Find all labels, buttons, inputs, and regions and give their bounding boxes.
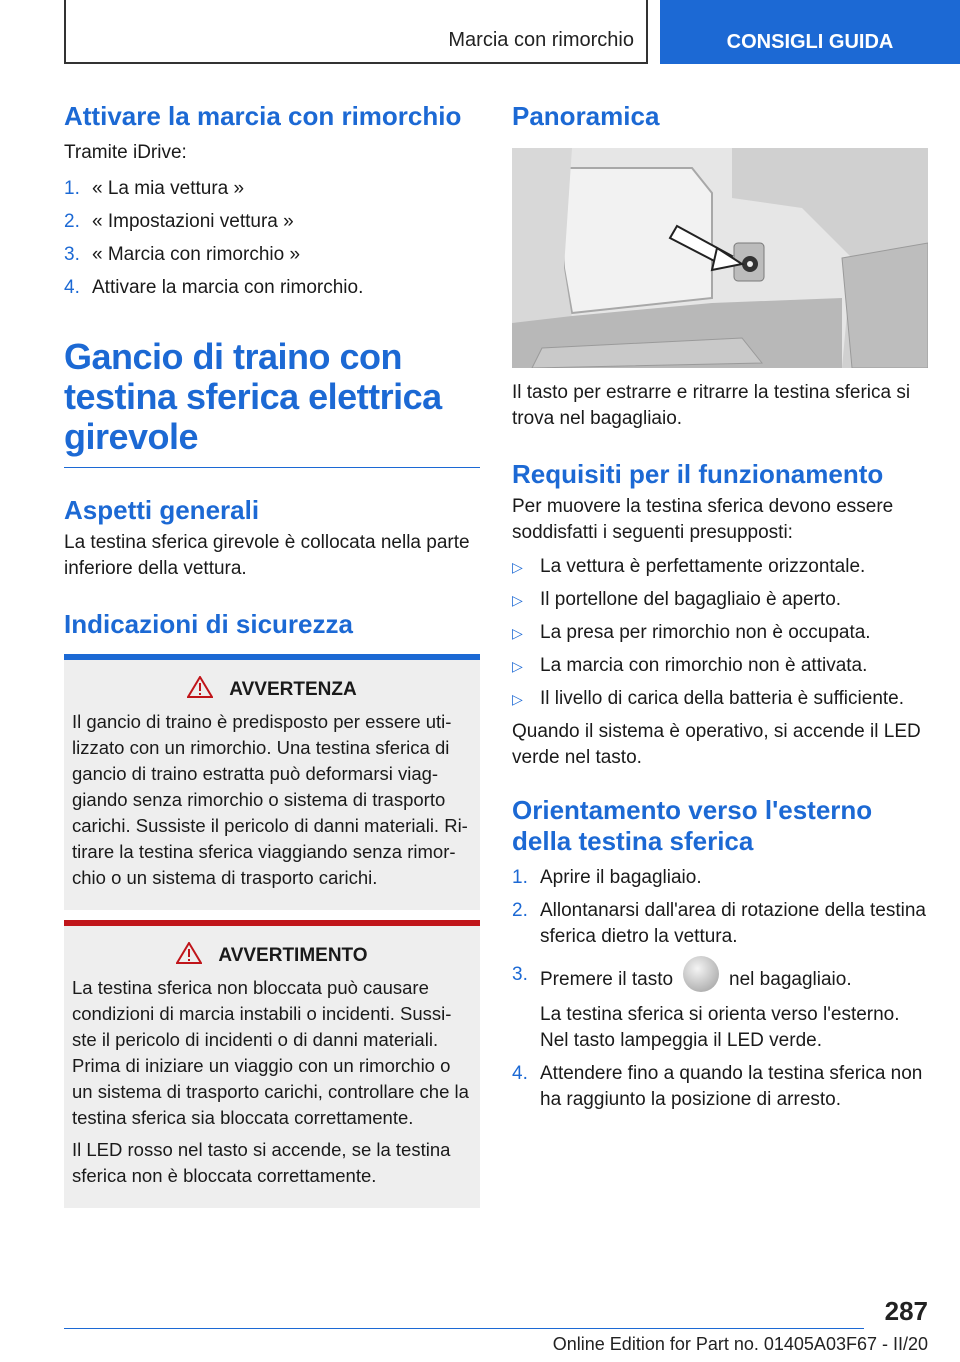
general-heading: Aspetti generali bbox=[64, 495, 260, 525]
warning-triangle-icon bbox=[187, 676, 213, 703]
heading-rule bbox=[64, 467, 480, 468]
item-text: La vettura è perfettamente orizzontale. bbox=[540, 556, 866, 577]
warning-header bbox=[72, 676, 472, 703]
warning-gap bbox=[64, 910, 480, 920]
footer-rule bbox=[64, 1328, 864, 1329]
item-text: Il portellone del bagagliaio è aperto. bbox=[540, 589, 842, 610]
main-heading: Gancio di traino con testina sferica elettrica girevole bbox=[64, 336, 442, 457]
triangle-bullet-icon: ▷ bbox=[512, 658, 523, 674]
warning-header bbox=[72, 942, 472, 969]
warning-box bbox=[64, 926, 480, 1208]
requirements-heading: Requisiti per il funzionamento bbox=[512, 459, 884, 489]
step-number: 3. bbox=[64, 244, 80, 265]
item-text: La presa per rimorchio non è occupata. bbox=[540, 622, 871, 643]
warning-text: Il gancio di traino è predisposto per essere uti-lizzato con un rimorchio. Una testina sferica di gancio di traino estratta può deformarsi viag-giando senza rimorchio o sistema di trasporto carichi. Sussiste il pericolo di danni materiali. Ri-tirare la testina sferica viaggiando senza rimor-chio o un sistema di trasporto carichi. bbox=[72, 711, 468, 888]
step-text: nel bagagliaio. bbox=[729, 969, 852, 991]
header-frame bbox=[64, 0, 648, 64]
warning-text: La testina sferica non bloccata può causare condizioni di marcia instabili o incidenti. Sussi-ste il pericolo di incidenti o di danni materiali. Prima di iniziare un viaggio con un rimorchio o un sistema di trasporto carichi, controllare che la testina sferica sia bloccata correttamente. bbox=[72, 977, 469, 1128]
activate-intro: Tramite iDrive: bbox=[64, 142, 187, 163]
step-number: 3. bbox=[512, 964, 528, 985]
step-text: « Impostazioni vettura » bbox=[92, 211, 294, 232]
list-item bbox=[512, 620, 928, 646]
overview-heading: Panoramica bbox=[512, 101, 660, 131]
orientation-heading: Orientamento verso l'esterno della testina sferica bbox=[512, 795, 873, 856]
list-item bbox=[512, 587, 928, 613]
list-item bbox=[64, 242, 480, 268]
edition-text: Online Edition for Part no. 01405A03F67 - II/20 bbox=[552, 1334, 928, 1354]
trunk-illustration bbox=[512, 148, 928, 368]
requirements-list bbox=[512, 554, 928, 712]
step-text: « Marcia con rimorchio » bbox=[92, 244, 301, 265]
triangle-bullet-icon: ▷ bbox=[512, 592, 523, 608]
requirements-outro: Quando il sistema è operativo, si accende il LED verde nel tasto. bbox=[512, 721, 921, 768]
list-item bbox=[512, 653, 928, 679]
step-number: 2. bbox=[512, 900, 528, 921]
triangle-bullet-icon: ▷ bbox=[512, 559, 523, 575]
step-body bbox=[540, 962, 928, 1054]
list-item bbox=[512, 865, 928, 891]
general-text: La testina sferica girevole è collocata nella parte inferiore della vettura. bbox=[64, 532, 470, 579]
left-column bbox=[64, 100, 480, 1208]
step-text: Aprire il bagagliaio. bbox=[540, 867, 702, 888]
step-number: 1. bbox=[64, 178, 80, 199]
warning-text-2: Il LED rosso nel tasto si accende, se la testina sferica non è bloccata correttamente. bbox=[72, 1139, 451, 1186]
step-number: 4. bbox=[64, 277, 80, 298]
safety-heading: Indicazioni di sicurezza bbox=[64, 609, 353, 639]
trunk-photo bbox=[512, 148, 928, 368]
overview-caption: Il tasto per estrarre e ritrarre la testina sferica si trova nel bagagliaio. bbox=[512, 382, 911, 429]
step-text: Attivare la marcia con rimorchio. bbox=[92, 277, 364, 298]
step-text: Attendere fino a quando la testina sferica non ha raggiunto la posizione di arresto. bbox=[540, 1063, 923, 1110]
warning-label: AVVERTENZA bbox=[229, 678, 357, 700]
step-subtext: La testina sferica si orienta verso l'esterno. Nel tasto lampeggia il LED verde. bbox=[540, 1004, 900, 1051]
step-text: Premere il tasto bbox=[540, 969, 674, 991]
requirements-intro: Per muovere la testina sferica devono essere soddisfatti i seguenti presupposti: bbox=[512, 496, 894, 543]
step-text: « La mia vettura » bbox=[92, 178, 245, 199]
step-number: 4. bbox=[512, 1063, 528, 1084]
list-item bbox=[64, 176, 480, 202]
right-column bbox=[512, 100, 928, 1113]
orientation-steps bbox=[512, 865, 928, 1113]
activate-steps bbox=[64, 176, 480, 301]
list-item bbox=[512, 962, 928, 1054]
list-item bbox=[512, 898, 928, 950]
warning-box bbox=[64, 660, 480, 910]
list-item bbox=[64, 209, 480, 235]
item-text: La marcia con rimorchio non è attivata. bbox=[540, 655, 868, 676]
chapter-tab[interactable]: CONSIGLI GUIDA bbox=[660, 0, 960, 64]
page-number: 287 bbox=[884, 1296, 928, 1326]
activate-heading: Attivare la marcia con rimorchio bbox=[64, 101, 462, 131]
step-text: Allontanarsi dall'area di rotazione della testina sferica dietro la vettura. bbox=[540, 900, 926, 947]
list-item bbox=[512, 1061, 928, 1113]
section-title: Marcia con rimorchio bbox=[448, 29, 634, 51]
trailer-hitch-button-icon bbox=[683, 956, 719, 992]
list-item bbox=[512, 686, 928, 712]
list-item bbox=[64, 275, 480, 301]
triangle-bullet-icon: ▷ bbox=[512, 625, 523, 641]
warning-label: AVVERTIMENTO bbox=[218, 944, 368, 966]
step-number: 2. bbox=[64, 211, 80, 232]
warning-triangle-icon bbox=[176, 942, 202, 969]
item-text: Il livello di carica della batteria è sufficiente. bbox=[540, 688, 905, 709]
step-number: 1. bbox=[512, 867, 528, 888]
list-item bbox=[512, 554, 928, 580]
triangle-bullet-icon: ▷ bbox=[512, 691, 523, 707]
